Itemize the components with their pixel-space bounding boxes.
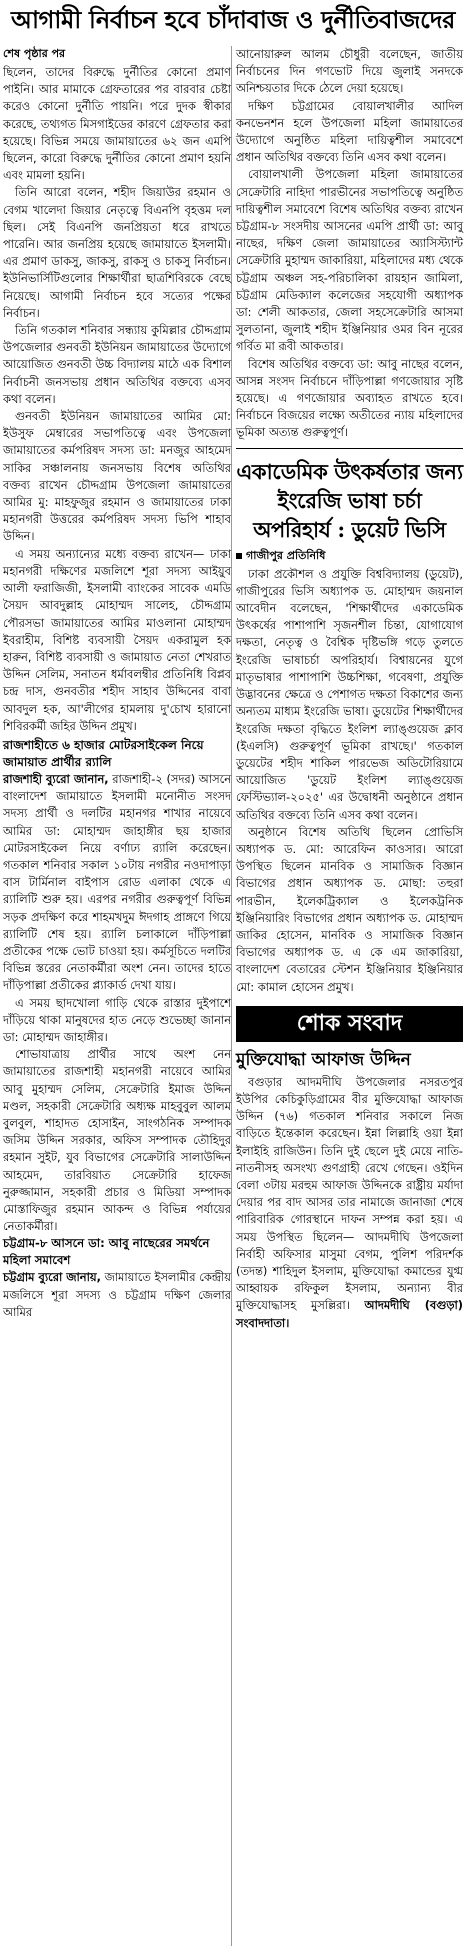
body-paragraph xyxy=(3,771,231,995)
body-paragraph: আনোয়ারুল আলম চৌধুরী বলেছেন, জাতীয় নির্বাচনের দিন গণভোট দিয়ে জুলাই সনদকে অনিশ্চয়তার দিকে ঠেলে দেয়া হয়েছে। xyxy=(236,47,463,96)
rajshahi-text: রাজশাহী-২ (সদর) আসনে বাংলাদেশ জামায়াতে ইসলামী মনোনীত সংসদ সদস্য প্রার্থী ও দলটির মহানগর শাখার নায়েবে আমির ডা: মোহাম্মদ জাহাঙ্গীর ছয় হাজার মোটরসাইকেল নিয়ে বর্ণাঢ্য র‌্যালি করেছেন। গতকাল শনিবার সকাল ১০টায় নগরীর নওদাপাড়া বাস টার্মিনাল বাইপাস রোড এলাকা থেকে এ র‌্যালিটি শুরু হয়। এরপর নগরীর গুরুত্বপূর্ণ বিভিন্ন সড়ক প্রদক্ষিণ করে শাহমখদুম ঈদগাহ প্রাঙ্গণে গিয়ে র‌্যালিটি শেষ হয়। র‌্যালি চলাকালে দাঁড়িপাল্লা প্রতীকের পক্ষে ভোট চাওয়া হয়। কর্মসূচিতে দলটির বিভিন্ন স্তরের নেতাকর্মীরা অংশ নেন। তাদের হাতে দাঁড়িপাল্লা প্রতীকের প্ল্যাকার্ড দেখা যায়। xyxy=(3,771,231,993)
body-paragraph: ছিলেন, তাদের বিরুদ্ধে দুর্নীতির কোনো প্রমাণ পাইনি। আর মামাকে গ্রেফতারের পর বারবার চেষ্টা করেও কোনো দুর্নীতি পায়নি। পরে দুদক স্বীকার করেছে, তথ্যগত মিসগাইডের কারণে গ্রেফতার করা হয়েছে। বিভিন্ন সময়ে জামায়াতের ৬২ জন এমপি ছিলেন, কারো বিরুদ্ধে দুর্নীতির কোনো প্রমাণ হয়নি এবং মামলা হয়নি। xyxy=(3,65,231,183)
byline-text: গাজীপুর প্রতিনিধি xyxy=(246,548,326,562)
continuation-kicker: শেষ পৃষ্ঠার পর xyxy=(3,47,66,60)
body-paragraph: অনুষ্ঠানে বিশেষ অতিথি ছিলেন প্রোভিসি অধ্যাপক ড. মো: আরেফিন কাওসার। আরো উপস্থিত ছিলেন মানবিক ও সামাজিক বিজ্ঞান বিভাগের প্রধান অধ্যাপক ড. মোছা: তহুরা পারভীন, ইলেকট্রিক্যাল ও ইলেকট্রনিক ইঞ্জিনিয়ারিং বিভাগের প্রধান অধ্যাপক ড. মোহাম্মদ জাকির হোসেন, মানবিক ও সামাজিক বিজ্ঞান বিভাগের অধ্যাপক ড. এ কে এম জাকারিয়া, বাংলাদেশ বেতারের স্টেশন ইঞ্জিনিয়ার ইঞ্জিনিয়ার মো: কামাল হোসেন প্রমুখ। xyxy=(236,824,463,994)
chattogram-text: জামায়াতে ইসলামীর কেন্দ্রীয় মজলিসে শূরা সদস্য ও চট্টগ্রাম দক্ষিণ জেলার আমির xyxy=(3,1270,231,1319)
obituary-paragraph xyxy=(236,1074,463,1332)
article-byline xyxy=(236,548,463,564)
body-paragraph: শোভাযাত্রায় প্রার্থীর সাথে অংশ নেন জামায়াতের রাজশাহী মহানগরী নায়েবে আমির আবু মুহাম্মদ সেলিম, সেক্রেটারি ইমাজ উদ্দিন মণ্ডল, সহকারী সেক্রেটারি অধ্যক্ষ মাহবুবুল আলম বুলবুল, শাহাদত হোসাইন, সাংগঠনিক সম্পাদক জসিম উদ্দিন সরকার, অফিস সম্পাদক তৌহিদুর রহমান সুইট, যুব বিভাগের সেক্রেটারি সালাউদ্দিন আহমেদ, তারবিয়াত সেক্রেটারি হাফেজ নুরুজ্জামান, সহকারী প্রচার ও মিডিয়া সম্পাদক মোস্তাফিজুর রহমান আকন্দ ও বিভিন্ন পর্যায়ের নেতাকর্মীরা। xyxy=(3,1047,231,1234)
left-column xyxy=(3,46,231,1321)
chattogram-dateline: চট্টগ্রাম ব্যুরো জানায়, xyxy=(3,1270,101,1285)
obituary-credit: আদমদীঘি (বগুড়া) সংবাদদাতা। xyxy=(236,1298,464,1330)
bullet-icon xyxy=(236,553,242,559)
rajshahi-dateline: রাজশাহী ব্যুরো জানান, xyxy=(3,771,109,786)
right-column xyxy=(236,46,463,1332)
body-paragraph xyxy=(3,1269,231,1321)
body-paragraph: এ সময় অন্যান্যের মধ্যে বক্তব্য রাখেন— ঢাকা মহানগরী দক্ষিণের মজলিশে শূরা সদস্য আইয়ুব আলী ফরাজিজী, ইসলামী ব্যাংকের সাবেক এমডি সৈয়দ আবদুল্লাহ মোহাম্মদ সালেহ, চৌদ্দগ্রাম পৌরসভা জামায়াতের আমির মাওলানা মোহাম্মদ ইবরাহীম, বিশিষ্ট ব্যবসায়ী সৈয়দ একরামুল হক হারুন, বিশিষ্ট ব্যবসায়ী ও জামায়াত নেতা শেখরাত উদ্দিন সেলিম, সনাতন ধর্মাবলম্বীর প্রতিনিধি বিপ্লব চন্দ্র দাস, গুনবতীর শহীদ সাহাব উদ্দিনের বাবা আবদুল হক, আ'লীগের হামলায় দু'চোখ হারানো শিবিরকর্মী জহির উদ্দিন প্রমুখ। xyxy=(3,546,231,733)
body-paragraph: গুনবতী ইউনিয়ন জামায়াতের আমির মো: ইউসুফ মেম্বারের সভাপতিত্বে এবং উপজেলা জামায়াতের কর্মপরিষদ সদস্য ডা: মনজুর আহমেদ সাকির সঞ্চালনায় জনসভায় বিশেষ অতিথির বক্তব্য রাখেন চৌদ্দগ্রাম উপজেলা জামায়াতের আমির মু: মাহফুজুর রহমান ও জামায়াতের ঢাকা মহানগরী উত্তরের কর্মপরিষদ সদস্য ভিপি শাহাব উদ্দিন। xyxy=(3,409,231,544)
column-divider xyxy=(231,46,232,1946)
obituary-text: বগুড়ার আদমদীঘি উপজেলার নসরতপুর ইউপির কেচিকুড়িগ্রামের বীর মুক্তিযোদ্ধা আফাজ উদ্দিন (৭৬) গতকাল শনিবার সকালে নিজ বাড়িতে ইন্তেকাল করেছেন। ইন্না লিল্লাহি ওয়া ইন্না ইলাইহি রাজিউন। তিনি দুই ছেলে দুই মেয়ে নাতি-নাতনীসহ অসংখ্য গুণগ্রাহী রেখে গেছেন। ওইদিন বেলা ৩টায় মরহুম আফাজ উদ্দিনকে রাষ্ট্রীয় মর্যাদা দেয়ার পর বাদ আসর তার নামাজে জানাজা শেষে পারিবারিক গোরস্থানে দাফন সম্পন্ন করা হয়। এ সময় উপস্থিত ছিলেন— আদমদীঘি উপজেলা নির্বাহী অফিসার মাসুমা বেগম, পুলিশ পরিদর্শক (তদন্ত) শাহিদুল ইসলাম, মুক্তিযোদ্ধা কমান্ডের যুগ্ম আহ্বায়ক রফিকুল ইসলাম, অন্যান্য বীর মুক্তিযোদ্ধাসহ মুসল্লিরা। xyxy=(236,1074,463,1313)
obituary-section-banner: শোক সংবাদ xyxy=(236,1006,463,1042)
body-paragraph: এ সময় ছাদখোলা গাড়ি থেকে রাস্তার দুইপাশে দাঁড়িয়ে থাকা মানুষদের হাত নেড়ে শুভেচ্ছা জানান ডা: মোহাম্মদ জাহাঙ্গীর। xyxy=(3,995,231,1044)
obituary-title: মুক্তিযোদ্ধা আফাজ উদ্দিন xyxy=(236,1049,411,1070)
body-paragraph: ঢাকা প্রকৌশল ও প্রযুক্তি বিশ্ববিদ্যালয় (ডুয়েট), গাজীপুরের ভিসি অধ্যাপক ড. মোহাম্মদ জয়নাল আবেদীন বলেছেন, 'শিক্ষার্থীদের একাডেমিক উৎকর্ষের পাশাপাশি সৃজনশীল চিন্তা, যোগাযোগ দক্ষতা, নেতৃত্ব ও বৈশ্বিক দৃষ্টিভঙ্গি গড়ে তুলতে ইংরেজি ভাষাচর্চা অপরিহার্য। বিশ্বায়নের যুগে মাতৃভাষার পাশাপাশি উচ্চশিক্ষা, গবেষণা, প্রযুক্তি উদ্ভাবনের ক্ষেত্রে ও পেশাগত দক্ষতা বিকাশের জন্য অন্যতম মাধ্যম ইংরেজি ভাষা। ডুয়েটের শিক্ষার্থীদের ইংরেজি দক্ষতা বৃদ্ধিতে ইংলিশ ল্যাঙ্গুয়েজ ক্লাব (ইএলসি) গুরুত্বপূর্ণ ভূমিকা রাখছে।' গতকাল ডুয়েটের শহীদ শাকিল পারভেজ অডিটোরিয়ামে আয়োজিত 'ডুয়েট ইংলিশ ল্যাঙ্গুয়েজ ফেস্টিভ্যাল-২০২৫' এর উদ্বোধনী অনুষ্ঠানে প্রধান অতিথির বক্তব্যে তিনি এসব কথা বলেন। xyxy=(236,566,463,822)
subheading-rajshahi: রাজশাহীতে ৬ হাজার মোটরসাইকেল নিয়ে জামায়াত প্রার্থীর র‌্যালি xyxy=(3,737,204,769)
section-divider xyxy=(236,448,463,449)
body-paragraph: বিশেষ অতিথির বক্তব্যে ডা: আবু নাছের বলেন, আসন্ন সংসদ নির্বাচনে দাঁড়িপাল্লা গণজোয়ার সৃষ্টি হয়েছে। এ গণজোয়ার অব্যাহত রাখতে হবে। নির্বাচনে বিজয়ের লক্ষ্যে অতীতের ন্যায় মহিলাদের ভূমিকা অত্যন্ত গুরুত্বপূর্ণ। xyxy=(236,356,463,440)
body-paragraph: দক্ষিণ চট্টগ্রামের বোয়ালখালীর আদিল কনভেনশন হলে উপজেলা মহিলা জামায়াতের উদ্যোগে অনুষ্ঠিত মহিলা দায়িত্বশীল সমাবেশে প্রধান অতিথির বক্তব্যে তিনি এসব কথা বলেন। xyxy=(236,98,463,165)
body-paragraph: তিনি গতকাল শনিবার সন্ধ্যায় কুমিল্লার চৌদ্দগ্রাম উপজেলার গুনবতী ইউনিয়ন জামায়াতের উদ্যোগে আয়োজিত গুনবতী উচ্চ বিদ্যালয় মাঠে এক বিশাল নির্বাচনী জনসভায় প্রধান অতিথির বক্তব্যে এসব কথা বলেন। xyxy=(3,323,231,406)
body-paragraph: তিনি আরো বলেন, শহীদ জিয়াউর রহমান ও বেগম খালেদা জিয়ার নেতৃত্বে বিএনপি বৃহত্তম দল ছিল। সেই বিএনপি জনপ্রিয়তা ধরে রাখতে পারেনি। আর জনপ্রিয় হয়েছে জামায়াতে ইসলামী। এর প্রমাণ ডাকসু, জাকসু, রাকসু ও চাকসু নির্বাচন। ইউনিভার্সিটিগুলোর শিক্ষার্থীরা ছাত্রশিবিরকে বেছে নিয়েছে। আগামী নির্বাচন হবে সত্যের পক্ষের নির্বাচন। xyxy=(3,185,231,320)
subheading-chattogram: চট্টগ্রাম-৮ আসনে ডা: আবু নাছেরের সমর্থনে মহিলা সমাবেশ xyxy=(3,1236,210,1268)
main-headline: আগামী নির্বাচন হবে চাঁদাবাজ ও দুর্নীতিবাজদের xyxy=(10,5,456,34)
body-paragraph: বোয়ালখালী উপজেলা মহিলা জামায়াতের সেক্রেটারি নাহিদা পারভীনের সভাপতিত্বে অনুষ্ঠিত দায়িত্বশীল সমাবেশে বিশেষ অতিথির বক্তব্য রাখেন চট্টগ্রাম-৮ সংসদীয় আসনের এমপি প্রার্থী ডা: আবু নাছের, দক্ষিণ জেলা জামায়াতের অ্যাসিস্ট্যান্ট সেক্রেটারি মুহাম্মদ জাকারিয়া, মহিলাদের মধ্য থেকে চট্টগ্রাম অঞ্চল সহ-পরিচালিকা রায়হান জামিলা, চট্টগ্রাম মেডিক্যাল কলেজের সহযোগী অধ্যাপক ডা: শেলী আকতার, জেলা সহসেক্রেটারি আসমা সুলতানা, জুলাই শহীদ ইঞ্জিনিয়ার ওমর বিন নূরের গর্বিত মা রূবী আকতার। xyxy=(236,167,463,354)
article-headline-duet: একাডেমিক উৎকর্ষতার জন্য ইংরেজি ভাষা চর্চা অপরিহার্য : ডুয়েট ভিসি xyxy=(236,458,463,542)
